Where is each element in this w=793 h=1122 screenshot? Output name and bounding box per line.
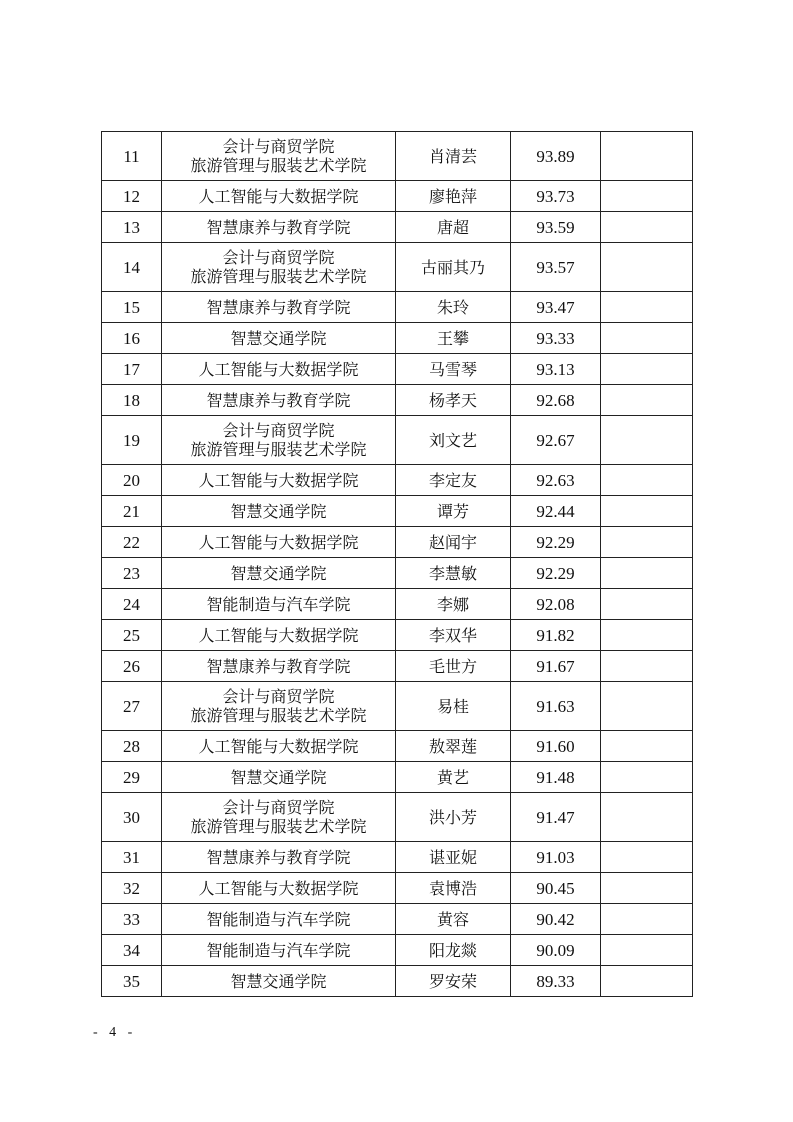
college-cell (162, 873, 396, 904)
row-number-cell: 26 (102, 651, 162, 682)
college-cell (162, 620, 396, 651)
student-name-cell: 杨孝天 (396, 385, 511, 416)
college-name: 会计与商贸学院 (222, 137, 335, 156)
student-name-cell: 古丽其乃 (396, 243, 511, 292)
college-cell (162, 212, 396, 243)
score-cell: 92.44 (511, 496, 601, 527)
remark-cell (601, 243, 693, 292)
row-number-cell: 14 (102, 243, 162, 292)
score-cell: 93.13 (511, 354, 601, 385)
row-number-cell: 11 (102, 132, 162, 181)
college-cell (162, 292, 396, 323)
table-row (102, 323, 693, 354)
college-name: 人工智能与大数据学院 (198, 186, 359, 206)
college-name: 智能制造与汽车学院 (206, 940, 351, 960)
row-number-cell: 18 (102, 385, 162, 416)
college-name: 智慧康养与教育学院 (206, 390, 351, 410)
row-number-cell: 34 (102, 935, 162, 966)
college-name: 智慧康养与教育学院 (206, 297, 351, 317)
score-cell: 93.33 (511, 323, 601, 354)
score-cell: 92.63 (511, 465, 601, 496)
college-name: 会计与商贸学院 (222, 248, 335, 267)
table-row (102, 243, 693, 292)
table-row (102, 212, 693, 243)
college-cell (162, 527, 396, 558)
remark-cell (601, 904, 693, 935)
table-row (102, 873, 693, 904)
student-name-cell: 肖清芸 (396, 132, 511, 181)
college-name: 人工智能与大数据学院 (198, 878, 359, 898)
remark-cell (601, 589, 693, 620)
table-row (102, 354, 693, 385)
score-cell: 91.67 (511, 651, 601, 682)
student-name-cell: 阳龙燚 (396, 935, 511, 966)
college-name: 人工智能与大数据学院 (198, 359, 359, 379)
remark-cell (601, 181, 693, 212)
remark-cell (601, 731, 693, 762)
student-name-cell: 唐超 (396, 212, 511, 243)
college-name: 人工智能与大数据学院 (198, 470, 359, 490)
remark-cell (601, 842, 693, 873)
table-row (102, 589, 693, 620)
row-number-cell: 24 (102, 589, 162, 620)
score-cell: 90.42 (511, 904, 601, 935)
college-name: 智慧康养与教育学院 (206, 847, 351, 867)
college-name: 智慧交通学院 (230, 328, 327, 348)
student-name-cell: 李双华 (396, 620, 511, 651)
student-name-cell: 刘文艺 (396, 416, 511, 465)
college-name: 智慧交通学院 (230, 501, 327, 521)
college-name: 智慧康养与教育学院 (206, 217, 351, 237)
student-name-cell: 袁博浩 (396, 873, 511, 904)
college-name: 人工智能与大数据学院 (198, 532, 359, 552)
college-name: 旅游管理与服装艺术学院 (190, 267, 367, 286)
table-body (102, 132, 693, 997)
student-name-cell: 毛世方 (396, 651, 511, 682)
table-row (102, 181, 693, 212)
student-name-cell: 黄容 (396, 904, 511, 935)
college-name: 智能制造与汽车学院 (206, 594, 351, 614)
college-cell (162, 496, 396, 527)
table-row (102, 935, 693, 966)
college-cell (162, 465, 396, 496)
results-table (101, 131, 693, 997)
remark-cell (601, 935, 693, 966)
college-cell (162, 132, 396, 181)
row-number-cell: 13 (102, 212, 162, 243)
score-cell: 91.03 (511, 842, 601, 873)
score-cell: 93.57 (511, 243, 601, 292)
college-name: 会计与商贸学院 (222, 798, 335, 817)
score-cell: 92.29 (511, 527, 601, 558)
college-cell (162, 842, 396, 873)
remark-cell (601, 132, 693, 181)
remark-cell (601, 651, 693, 682)
remark-cell (601, 416, 693, 465)
page-number: - 4 - (93, 1025, 137, 1040)
student-name-cell: 廖艳萍 (396, 181, 511, 212)
score-cell: 90.45 (511, 873, 601, 904)
table-row (102, 682, 693, 731)
college-cell (162, 651, 396, 682)
college-cell (162, 385, 396, 416)
remark-cell (601, 558, 693, 589)
row-number-cell: 28 (102, 731, 162, 762)
college-cell (162, 793, 396, 842)
row-number-cell: 22 (102, 527, 162, 558)
table-row (102, 762, 693, 793)
table-row (102, 496, 693, 527)
table-row (102, 292, 693, 323)
student-name-cell: 罗安荣 (396, 966, 511, 997)
score-cell: 91.48 (511, 762, 601, 793)
college-cell (162, 731, 396, 762)
student-name-cell: 洪小芳 (396, 793, 511, 842)
student-name-cell: 赵闻宇 (396, 527, 511, 558)
remark-cell (601, 620, 693, 651)
remark-cell (601, 323, 693, 354)
college-cell (162, 243, 396, 292)
remark-cell (601, 762, 693, 793)
college-cell (162, 682, 396, 731)
row-number-cell: 16 (102, 323, 162, 354)
table-row (102, 842, 693, 873)
row-number-cell: 27 (102, 682, 162, 731)
remark-cell (601, 465, 693, 496)
college-cell (162, 762, 396, 793)
table-row (102, 793, 693, 842)
college-cell (162, 558, 396, 589)
student-name-cell: 朱玲 (396, 292, 511, 323)
college-name: 智慧交通学院 (230, 767, 327, 787)
row-number-cell: 32 (102, 873, 162, 904)
row-number-cell: 12 (102, 181, 162, 212)
remark-cell (601, 212, 693, 243)
college-cell (162, 181, 396, 212)
score-cell: 91.47 (511, 793, 601, 842)
college-name: 智能制造与汽车学院 (206, 909, 351, 929)
table-row (102, 966, 693, 997)
table-row (102, 558, 693, 589)
remark-cell (601, 292, 693, 323)
student-name-cell: 王攀 (396, 323, 511, 354)
remark-cell (601, 793, 693, 842)
table-row (102, 132, 693, 181)
row-number-cell: 17 (102, 354, 162, 385)
row-number-cell: 23 (102, 558, 162, 589)
table-row (102, 416, 693, 465)
row-number-cell: 21 (102, 496, 162, 527)
college-name: 旅游管理与服装艺术学院 (190, 156, 367, 175)
college-cell (162, 323, 396, 354)
score-cell: 91.63 (511, 682, 601, 731)
student-name-cell: 李娜 (396, 589, 511, 620)
college-name: 智慧交通学院 (230, 563, 327, 583)
remark-cell (601, 682, 693, 731)
remark-cell (601, 527, 693, 558)
row-number-cell: 33 (102, 904, 162, 935)
student-name-cell: 谌亚妮 (396, 842, 511, 873)
score-cell: 92.68 (511, 385, 601, 416)
score-cell: 91.82 (511, 620, 601, 651)
student-name-cell: 敖翠莲 (396, 731, 511, 762)
college-name: 会计与商贸学院 (222, 421, 335, 440)
remark-cell (601, 385, 693, 416)
row-number-cell: 30 (102, 793, 162, 842)
college-name: 旅游管理与服装艺术学院 (190, 817, 367, 836)
college-cell (162, 416, 396, 465)
score-cell: 93.59 (511, 212, 601, 243)
row-number-cell: 15 (102, 292, 162, 323)
table-row (102, 731, 693, 762)
table-row (102, 651, 693, 682)
table-row (102, 385, 693, 416)
table-row (102, 465, 693, 496)
student-name-cell: 易桂 (396, 682, 511, 731)
college-name: 智慧交通学院 (230, 971, 327, 991)
remark-cell (601, 966, 693, 997)
score-cell: 92.29 (511, 558, 601, 589)
student-name-cell: 谭芳 (396, 496, 511, 527)
score-cell: 92.67 (511, 416, 601, 465)
college-cell (162, 904, 396, 935)
college-name: 旅游管理与服装艺术学院 (190, 706, 367, 725)
score-cell: 93.89 (511, 132, 601, 181)
college-cell (162, 589, 396, 620)
table-row (102, 620, 693, 651)
row-number-cell: 31 (102, 842, 162, 873)
college-cell (162, 935, 396, 966)
student-name-cell: 李定友 (396, 465, 511, 496)
score-cell: 89.33 (511, 966, 601, 997)
table-row (102, 904, 693, 935)
row-number-cell: 19 (102, 416, 162, 465)
college-name: 旅游管理与服装艺术学院 (190, 440, 367, 459)
row-number-cell: 20 (102, 465, 162, 496)
college-name: 人工智能与大数据学院 (198, 625, 359, 645)
college-name: 智慧康养与教育学院 (206, 656, 351, 676)
college-cell (162, 354, 396, 385)
row-number-cell: 25 (102, 620, 162, 651)
score-cell: 91.60 (511, 731, 601, 762)
table-row (102, 527, 693, 558)
remark-cell (601, 873, 693, 904)
row-number-cell: 29 (102, 762, 162, 793)
remark-cell (601, 496, 693, 527)
score-cell: 92.08 (511, 589, 601, 620)
college-cell (162, 966, 396, 997)
student-name-cell: 李慧敏 (396, 558, 511, 589)
college-name: 会计与商贸学院 (222, 687, 335, 706)
score-cell: 90.09 (511, 935, 601, 966)
score-cell: 93.73 (511, 181, 601, 212)
student-name-cell: 黄艺 (396, 762, 511, 793)
college-name: 人工智能与大数据学院 (198, 736, 359, 756)
remark-cell (601, 354, 693, 385)
row-number-cell: 35 (102, 966, 162, 997)
score-cell: 93.47 (511, 292, 601, 323)
student-name-cell: 马雪琴 (396, 354, 511, 385)
